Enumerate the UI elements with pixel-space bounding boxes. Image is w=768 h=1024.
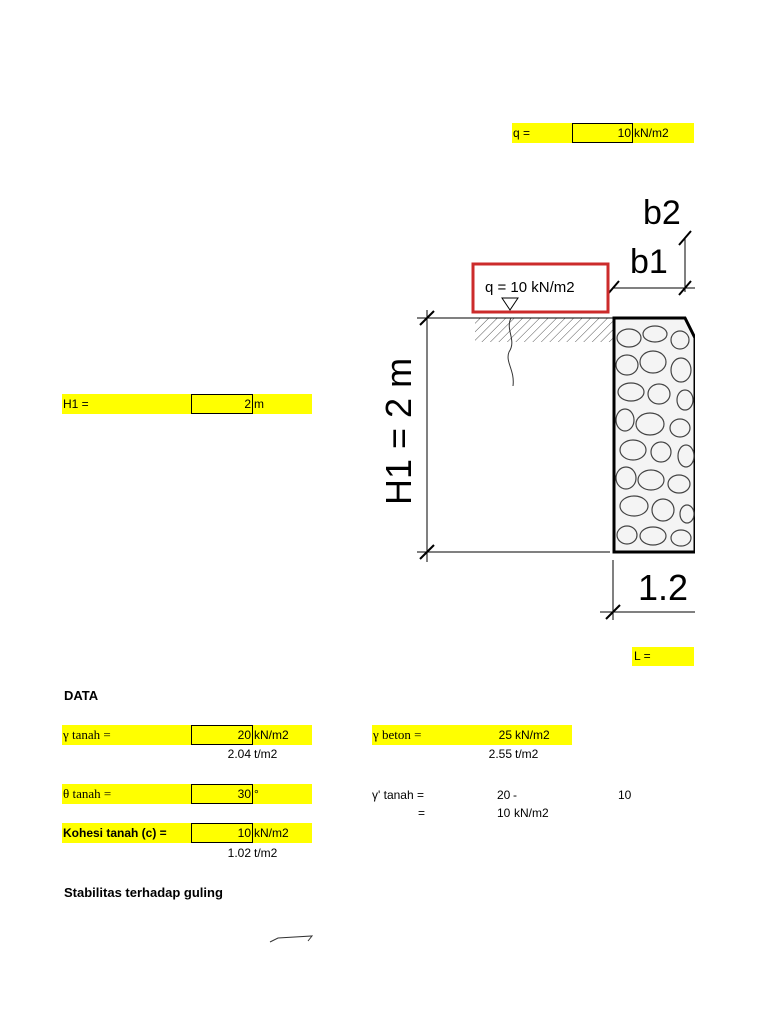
kohesi-conv-value: 1.02	[227, 846, 251, 860]
h1-input[interactable]: 2	[191, 394, 253, 414]
kohesi-input[interactable]: 10	[191, 823, 253, 843]
gamma-prime-dash: -	[513, 788, 517, 802]
l-label: L =	[634, 649, 651, 663]
q-input[interactable]: 10	[572, 123, 633, 143]
theta-tanah-unit: °	[254, 787, 259, 801]
gamma-tanah-conv-value: 2.04	[227, 747, 251, 761]
q-load-label: q = 10 kN/m2	[485, 279, 575, 296]
gamma-prime-eq: =	[418, 806, 426, 820]
gamma-prime-unit: kN/m2	[514, 806, 549, 820]
theta-tanah-label: θ tanah =	[63, 786, 112, 801]
gamma-prime-b: 10	[618, 788, 632, 802]
h1-unit: m	[254, 397, 264, 411]
gamma-prime-result: 10	[497, 806, 511, 820]
h1-label: H1 =	[63, 397, 89, 411]
gamma-beton-label: γ beton =	[373, 727, 422, 742]
gamma-prime-a: 20	[497, 788, 511, 802]
gamma-beton-conv-unit: t/m2	[515, 747, 539, 761]
b1-label: b1	[630, 243, 668, 281]
sketch-mark-icon	[268, 932, 318, 946]
theta-tanah-input[interactable]: 30	[191, 784, 253, 804]
h1-drawing-label: H1 = 2 m	[378, 357, 419, 505]
kohesi-conv-unit: t/m2	[254, 846, 278, 860]
gamma-beton-unit: kN/m2	[515, 728, 550, 742]
q-label: q =	[513, 126, 531, 140]
gamma-tanah-input[interactable]: 20	[191, 725, 253, 745]
gamma-tanah-conv-unit: t/m2	[254, 747, 278, 761]
gamma-beton-conv-value: 2.55	[488, 747, 512, 761]
stabilitas-heading: Stabilitas terhadap guling	[64, 885, 223, 900]
q-unit: kN/m2	[634, 126, 669, 140]
width-drawing-label: 1.2	[638, 567, 689, 608]
b2-label: b2	[643, 194, 681, 232]
gamma-tanah-unit: kN/m2	[254, 728, 289, 742]
kohesi-unit: kN/m2	[254, 826, 289, 840]
gamma-tanah-label: γ tanah =	[63, 727, 111, 742]
kohesi-label: Kohesi tanah (c) =	[63, 826, 167, 840]
gamma-beton-value: 25	[498, 728, 512, 742]
retaining-wall-drawing	[355, 180, 695, 640]
h1-row	[62, 394, 312, 414]
gamma-prime-label: γ' tanah =	[372, 788, 424, 802]
data-heading: DATA	[64, 688, 99, 703]
